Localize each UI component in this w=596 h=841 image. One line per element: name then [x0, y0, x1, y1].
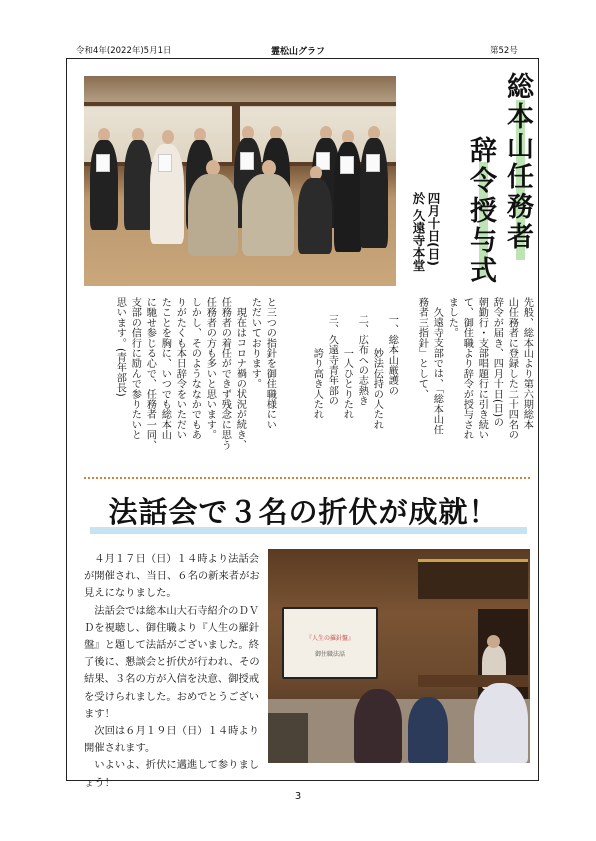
article2-body	[84, 551, 266, 792]
article2-headline: 法話会で３名の折伏が成就！	[108, 495, 499, 529]
body-column: ました。	[446, 297, 458, 338]
talk-photo	[268, 549, 530, 763]
guideline-3: 三、久遠寺青年部の	[326, 314, 338, 406]
issue-date: 令和4年(2022年)5月1日	[76, 46, 172, 56]
guideline-1: 一、総本山厳護の	[386, 314, 398, 396]
body-column: 支部の信行に励んで参りたいと	[129, 297, 141, 440]
body-column: 山任務者に登録した二十四名の	[506, 297, 518, 440]
issue-number: 第52号	[490, 46, 518, 56]
body-column: しかし、そのようななかでもあ	[189, 297, 201, 440]
event-date: 四月十日(日)	[426, 192, 441, 266]
body-column: 先般、総本山より第六期総本	[521, 297, 533, 430]
paragraph: いよいよ、折伏に邁進して参りましょう！	[84, 759, 260, 789]
paragraph: 次回は６月１９日（日）１４時より開催されます。	[84, 725, 260, 755]
body-column: 任務者の着任ができず残念に思う	[219, 297, 231, 450]
body-column: に馳せ参じる心で、任務者一同、	[144, 297, 156, 450]
group-photo	[84, 76, 396, 286]
screen-subtitle: 御住職法話	[314, 651, 345, 658]
body-column: 辞令が届き、四月十日(日)の	[491, 297, 503, 428]
publication-title: 霊松山グラフ	[270, 47, 325, 57]
section-divider	[84, 477, 530, 479]
article-title-line1: 総本山任務者	[502, 72, 533, 252]
projector-screen	[282, 607, 378, 679]
body-column: て、御住職より辞令が授与され	[461, 297, 473, 440]
body-column: 朝勤行・支部唱題行に引き続い	[476, 297, 488, 440]
body-column: 現在はコロナ禍の状況が続き、	[234, 307, 246, 450]
guideline-2: 二、広布への志熱き	[356, 314, 368, 406]
body-column: ただいております。	[249, 297, 261, 389]
body-column: たことを胸に、いつでも総本山	[159, 297, 171, 440]
body-column: と三つの指針を御住職様にい	[264, 297, 276, 430]
guideline-1-sub: 妙法伝持の人たれ	[371, 348, 383, 430]
guideline-3-sub: 誇り高き人たれ	[311, 348, 323, 420]
paragraph: 法話会では総本山大石寺紹介のＤＶＤを視聴し、御住職より『人生の羅針盤』と題して法話がございました。終了後に、懇談会と折伏が行われ、その結果、３名の方が入信を決意、御授戒を受けられました。おめでとうございます！	[84, 604, 260, 720]
event-venue: 於 久遠寺本堂	[411, 192, 426, 272]
body-column: 思います。(青年部長)	[114, 297, 126, 397]
body-column: りがたくも本日辞令をいただい	[174, 297, 186, 440]
body-column: 久遠寺支部では、「総本山任	[431, 307, 443, 435]
paragraph: ４月１７日（日）１４時より法話会が開催され、当日、６名の新来者がお見えになりました。	[84, 553, 260, 600]
article-title-line2: 辞令授与式	[465, 136, 496, 286]
body-column: 任務者の方も多いと思います。	[204, 297, 216, 440]
screen-title: 『人生の羅針盤』	[305, 635, 354, 642]
body-column: 務者三指針」として、	[416, 297, 428, 399]
guideline-2-sub: 一人ひとりたれ	[341, 348, 353, 420]
page-number: 3	[294, 791, 302, 802]
